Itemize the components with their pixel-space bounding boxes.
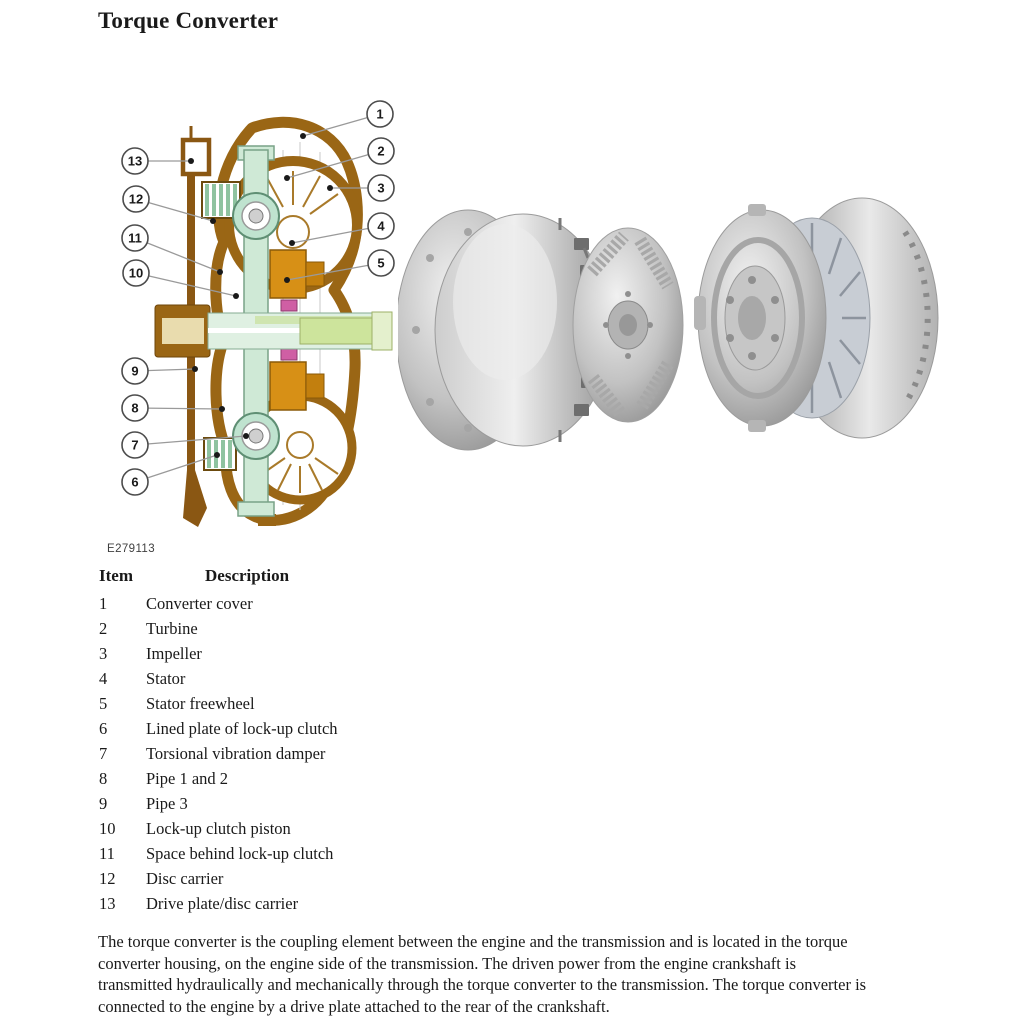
item-number: 7 (99, 744, 108, 763)
item-description: Disc carrier (146, 869, 224, 888)
item-description: Torsional vibration damper (146, 744, 326, 763)
photo-torsional-damper (573, 228, 683, 422)
svg-text:11: 11 (128, 230, 142, 246)
table-row (99, 616, 338, 641)
svg-text:1: 1 (376, 106, 384, 122)
callout-9 (122, 358, 198, 384)
cross-section-diagram (95, 85, 415, 565)
item-description: Turbine (146, 619, 198, 638)
table-row (99, 866, 338, 891)
item-description: Lock-up clutch piston (146, 819, 291, 838)
svg-text:2: 2 (377, 143, 385, 159)
svg-text:6: 6 (131, 474, 139, 490)
table-row (99, 691, 338, 716)
item-number: 1 (99, 594, 108, 613)
item-description: Impeller (146, 644, 202, 663)
svg-text:7: 7 (131, 437, 139, 453)
figure-code: E279113 (107, 543, 155, 555)
item-number: 5 (99, 694, 108, 713)
item-number: 3 (99, 644, 108, 663)
item-number: 11 (99, 844, 115, 863)
table-row (99, 841, 338, 866)
item-description: Converter cover (146, 594, 253, 613)
header-item: Item (99, 566, 133, 585)
svg-text:5: 5 (377, 255, 385, 271)
table-row (99, 791, 338, 816)
item-description: Lined plate of lock-up clutch (146, 719, 338, 738)
item-description: Pipe 3 (146, 794, 188, 813)
item-description: Space behind lock-up clutch (146, 844, 334, 863)
page-title: Torque Converter (98, 8, 279, 33)
svg-text:4: 4 (377, 218, 385, 234)
callout-1 (300, 101, 393, 139)
photo-exploded-view (398, 160, 948, 510)
parts-table-header (99, 566, 290, 586)
item-number: 12 (99, 869, 116, 888)
drive-plate-bracket (183, 140, 209, 174)
item-description: Pipe 1 and 2 (146, 769, 229, 788)
parts-table-body (99, 591, 338, 916)
photo-turbine-assembly (694, 198, 938, 438)
table-row (99, 816, 338, 841)
paragraph-line: connected to the engine by a drive plate attached to the rear of the crankshaft. (98, 997, 610, 1017)
paragraph-line: converter housing, on the engine side of the transmission. The driven power from the engine crankshaft is (98, 953, 797, 973)
svg-text:12: 12 (128, 191, 144, 207)
item-description: Drive plate/disc carrier (146, 894, 299, 913)
table-row (99, 766, 338, 791)
item-description: Stator (146, 669, 186, 688)
item-number: 13 (99, 894, 116, 913)
body-paragraph (98, 931, 866, 1018)
item-number: 2 (99, 619, 108, 638)
item-description: Stator freewheel (146, 694, 255, 713)
svg-text:13: 13 (127, 153, 143, 169)
seal-upper (281, 300, 297, 311)
clutch-plate-stack-lower (204, 438, 236, 470)
input-shaft (155, 305, 392, 357)
seal-lower (281, 349, 297, 360)
svg-text:9: 9 (131, 363, 139, 379)
header-description: Description (205, 566, 290, 585)
table-row (99, 641, 338, 666)
paragraph-line: The torque converter is the coupling element between the engine and the transmission and is located in the torque (98, 932, 848, 951)
item-number: 8 (99, 769, 108, 788)
bearing-upper (233, 193, 279, 239)
table-row (99, 741, 338, 766)
table-row (99, 716, 338, 741)
table-row (99, 591, 338, 616)
svg-text:10: 10 (128, 265, 144, 281)
callout-8 (122, 395, 225, 421)
paragraph-line: transmitted hydraulically and mechanically through the torque converter to the transmission. The torque converter is (98, 975, 867, 995)
item-number: 10 (99, 819, 116, 838)
table-row (99, 666, 338, 691)
table-row (99, 891, 338, 916)
item-number: 4 (99, 669, 108, 688)
svg-text:3: 3 (377, 180, 385, 196)
svg-text:8: 8 (131, 400, 139, 416)
item-number: 9 (99, 794, 108, 813)
item-number: 6 (99, 719, 108, 738)
